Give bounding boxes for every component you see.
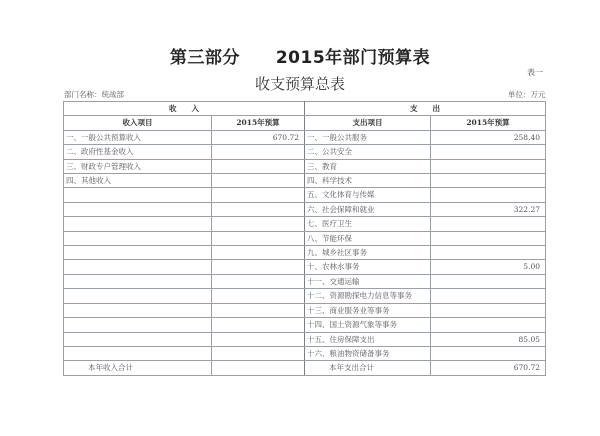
income-item [64,217,212,231]
expense-item: 十四、国土资源气象等事务 [305,318,431,332]
income-value [212,174,305,188]
expense-budget-header: 2015年预算 [431,116,546,130]
income-item [64,289,212,303]
expense-value [431,217,546,231]
expense-value: 5.00 [431,260,546,274]
expense-value [431,303,546,317]
table-row [64,260,546,274]
income-total-label: 本年收入合计 [64,361,212,375]
table-row [64,188,546,202]
table-row [64,174,546,188]
table-row [64,346,546,360]
income-value [212,332,305,346]
column-header-row [64,116,546,130]
table-row [64,332,546,346]
income-value [212,260,305,274]
department-label: 部门名称： [64,90,102,99]
income-value: 670.72 [212,130,305,144]
expense-value: 258.40 [431,130,546,144]
table-row [64,289,546,303]
document-title: 2015年部门预算表 [275,48,431,68]
page-title [0,43,600,68]
income-total-value [212,361,305,375]
income-item [64,318,212,332]
table-row [64,130,546,144]
income-group-header: 收 入 [64,102,305,116]
expense-item-header: 支出项目 [305,116,431,130]
expense-value [431,231,546,245]
totals-row [64,361,546,375]
expense-item: 七、医疗卫生 [305,217,431,231]
expense-item: 八、节能环保 [305,231,431,245]
table-row [64,303,546,317]
income-item [64,260,212,274]
income-item [64,188,212,202]
expense-value [431,318,546,332]
expense-value [431,159,546,173]
income-value [212,274,305,288]
expense-value [431,188,546,202]
income-value [212,318,305,332]
expense-item: 二、公共安全 [305,145,431,159]
income-item: 一、一般公共预算收入 [64,130,212,144]
income-value [212,303,305,317]
expense-value [431,289,546,303]
expense-item: 十三、商业服务业等事务 [305,303,431,317]
expense-value [431,274,546,288]
expense-value: 322.27 [431,202,546,216]
table-row [64,274,546,288]
income-item: 四、其他收入 [64,174,212,188]
expense-item: 五、文化体育与传媒 [305,188,431,202]
income-item [64,303,212,317]
budget-summary-table [63,101,546,376]
income-value [212,346,305,360]
expense-value [431,346,546,360]
expense-group-header: 支 出 [305,102,546,116]
department-info [64,89,124,100]
income-item [64,246,212,260]
table-row [64,145,546,159]
expense-item: 四、科学技术 [305,174,431,188]
income-value [212,202,305,216]
group-header-row [64,102,546,116]
unit-label: 单位：万元 [508,90,546,99]
expense-item: 一、一般公共服务 [305,130,431,144]
expense-total-label: 本年支出合计 [305,361,431,375]
table-row [64,217,546,231]
table-row [64,246,546,260]
expense-item: 六、社会保障和就业 [305,202,431,216]
part-label: 第三部分 [169,48,240,68]
table-subtitle: 收支预算总表 [254,75,345,93]
income-value [212,145,305,159]
expense-value [431,246,546,260]
expense-item: 三、教育 [305,159,431,173]
income-value [212,217,305,231]
expense-item: 十、农林水事务 [305,260,431,274]
expense-item: 九、城乡社区事务 [305,246,431,260]
table-row [64,318,546,332]
income-value [212,289,305,303]
income-item [64,202,212,216]
income-item [64,332,212,346]
income-value [212,188,305,202]
expense-total-value: 670.72 [431,361,546,375]
expense-value [431,174,546,188]
income-item: 三、财政专户管理收入 [64,159,212,173]
income-value [212,246,305,260]
expense-value [431,145,546,159]
expense-item: 十六、粮油物资储备事务 [305,346,431,360]
table-row [64,231,546,245]
table-row [64,202,546,216]
income-item [64,346,212,360]
income-item [64,231,212,245]
expense-item: 十二、资源勘探电力信息等事务 [305,289,431,303]
table-row [64,159,546,173]
income-item: 二、政府性基金收入 [64,145,212,159]
income-budget-header: 2015年预算 [212,116,305,130]
expense-item: 十一、交通运输 [305,274,431,288]
income-value [212,231,305,245]
expense-value: 85.05 [431,332,546,346]
income-value [212,159,305,173]
expense-item: 十五、住房保障支出 [305,332,431,346]
table-number: 表一 [527,68,543,77]
department-name: 统战部 [101,90,124,99]
income-item-header: 收入项目 [64,116,212,130]
income-item [64,274,212,288]
